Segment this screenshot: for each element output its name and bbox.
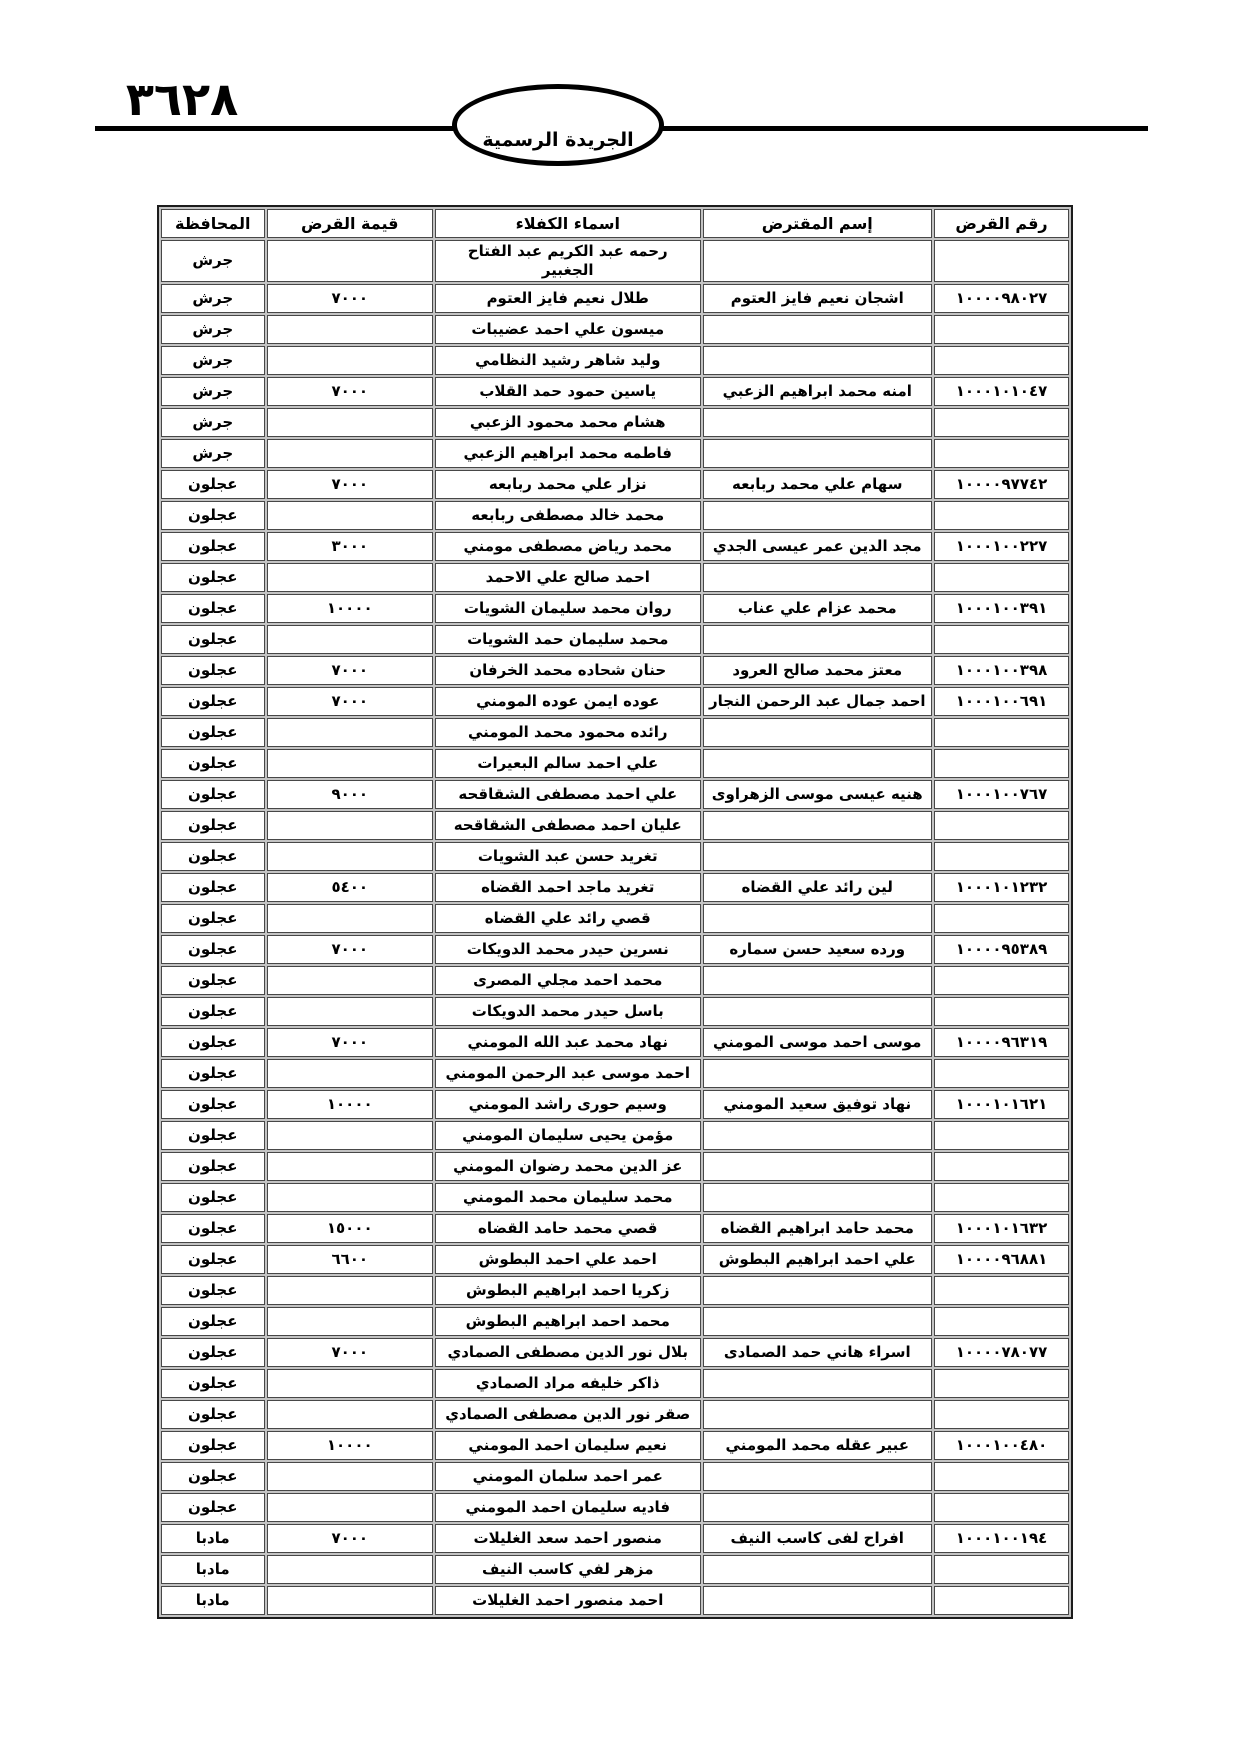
loan-number-cell [934,997,1069,1026]
table-row [161,240,1069,282]
borrower-name-cell: علي احمد ابراهيم البطوش [703,1245,933,1274]
governorate-cell: عجلون [161,1028,265,1057]
loan-value-cell: ١٠٠٠٠ [267,1090,434,1119]
borrower-name-cell [703,997,933,1026]
loan-value-cell [267,1059,434,1088]
governorate-cell: عجلون [161,780,265,809]
guarantor-name-cell: محمد احمد ابراهيم البطوش [435,1307,701,1336]
governorate-cell: عجلون [161,1276,265,1305]
table-row [161,780,1069,809]
table-row [161,842,1069,871]
governorate-cell: جرش [161,439,265,468]
borrower-name-cell [703,1369,933,1398]
loan-value-cell: ٧٠٠٠ [267,470,434,499]
loan-value-cell [267,1400,434,1429]
governorate-cell: عجلون [161,1431,265,1460]
loan-number-cell: ١٠٠٠١٠٠٦٩١ [934,687,1069,716]
loan-value-cell [267,1307,434,1336]
loan-number-cell [934,1400,1069,1429]
loan-value-cell [267,718,434,747]
loans-table [157,205,1073,1619]
guarantor-name-cell: محمد خالد مصطفى ربابعه [435,501,701,530]
table-row [161,1400,1069,1429]
loan-number-cell [934,315,1069,344]
loan-value-cell: ٧٠٠٠ [267,656,434,685]
table-row [161,377,1069,406]
governorate-cell: عجلون [161,1245,265,1274]
table-row [161,1090,1069,1119]
borrower-name-cell: مجد الدين عمر عيسى الجدي [703,532,933,561]
loans-table-body [161,240,1069,1615]
borrower-name-cell: افراح لفى كاسب النيف [703,1524,933,1553]
table-row [161,687,1069,716]
table-row [161,501,1069,530]
loan-number-cell: ١٠٠٠١٠٠٣٩٨ [934,656,1069,685]
loan-number-cell: ١٠٠٠٠٩٥٣٨٩ [934,935,1069,964]
governorate-cell: عجلون [161,1183,265,1212]
borrower-name-cell: موسى احمد موسى المومني [703,1028,933,1057]
governorate-cell: عجلون [161,1462,265,1491]
guarantor-name-cell: محمد سليمان محمد المومني [435,1183,701,1212]
governorate-cell: مادبا [161,1555,265,1584]
loan-number-cell: ١٠٠٠١٠٠١٩٤ [934,1524,1069,1553]
table-row [161,1152,1069,1181]
loan-number-cell [934,842,1069,871]
borrower-name-cell: عبير عقله محمد المومني [703,1431,933,1460]
loan-value-cell: ٧٠٠٠ [267,1338,434,1367]
table-row [161,1183,1069,1212]
table-row [161,408,1069,437]
table-row [161,749,1069,778]
guarantor-name-cell: وليد شاهر رشيد النظامي [435,346,701,375]
borrower-name-cell [703,749,933,778]
table-row [161,873,1069,902]
loan-number-cell [934,439,1069,468]
column-header-guarantors: اسماء الكفلاء [435,209,701,238]
borrower-name-cell [703,1307,933,1336]
loan-number-cell: ١٠٠٠٠٩٦٨٨١ [934,1245,1069,1274]
borrower-name-cell [703,811,933,840]
borrower-name-cell: ورده سعيد حسن سماره [703,935,933,964]
governorate-cell: عجلون [161,718,265,747]
loan-number-cell [934,1307,1069,1336]
governorate-cell: جرش [161,240,265,282]
borrower-name-cell: اسراء هاني حمد الصمادى [703,1338,933,1367]
loan-value-cell [267,408,434,437]
governorate-cell: عجلون [161,1214,265,1243]
column-header-borrower: إسم المقترض [703,209,933,238]
guarantor-name-cell: فاديه سليمان احمد المومني [435,1493,701,1522]
loan-number-cell: ١٠٠٠١٠١٦٣٢ [934,1214,1069,1243]
table-row [161,1338,1069,1367]
guarantor-name-cell: محمد سليمان حمد الشويات [435,625,701,654]
borrower-name-cell [703,625,933,654]
governorate-cell: عجلون [161,811,265,840]
loan-number-cell [934,1276,1069,1305]
loan-value-cell [267,625,434,654]
borrower-name-cell [703,563,933,592]
table-row [161,1524,1069,1553]
loan-number-cell [934,749,1069,778]
table-row [161,346,1069,375]
table-row [161,1431,1069,1460]
column-header-governorate: المحافظة [161,209,265,238]
loan-value-cell: ٩٠٠٠ [267,780,434,809]
loan-number-cell [934,563,1069,592]
loan-number-cell [934,1369,1069,1398]
borrower-name-cell [703,1183,933,1212]
loan-number-cell [934,346,1069,375]
loan-value-cell [267,240,434,282]
guarantor-name-cell: نزار علي محمد ربابعه [435,470,701,499]
page-number: ٣٦٢٨ [125,72,239,126]
loan-number-cell [934,1586,1069,1615]
governorate-cell: عجلون [161,656,265,685]
column-header-loan-number: رقم القرض [934,209,1069,238]
guarantor-name-cell: رائده محمود محمد المومني [435,718,701,747]
guarantor-name-cell: محمد رياض مصطفى مومني [435,532,701,561]
guarantor-name-cell: قصي رائد علي القضاه [435,904,701,933]
loan-number-cell [934,1152,1069,1181]
loan-value-cell [267,1493,434,1522]
loan-value-cell [267,842,434,871]
table-row [161,997,1069,1026]
guarantor-name-cell: قصي محمد حامد القضاه [435,1214,701,1243]
governorate-cell: عجلون [161,1152,265,1181]
loan-value-cell [267,1555,434,1584]
governorate-cell: عجلون [161,1369,265,1398]
loan-value-cell [267,749,434,778]
table-row [161,1555,1069,1584]
guarantor-name-cell: رحمه عبد الكريم عبد الفتاح الجغبير [435,240,701,282]
loan-value-cell: ٧٠٠٠ [267,1028,434,1057]
borrower-name-cell: نهاد توفيق سعيد المومني [703,1090,933,1119]
borrower-name-cell [703,966,933,995]
guarantor-name-cell: احمد موسى عبد الرحمن المومني [435,1059,701,1088]
guarantor-name-cell: ياسين حمود حمد القلاب [435,377,701,406]
loan-number-cell: ١٠٠٠١٠١٠٤٧ [934,377,1069,406]
loan-number-cell [934,1493,1069,1522]
table-row [161,1214,1069,1243]
loan-value-cell [267,346,434,375]
guarantor-name-cell: عز الدين محمد رضوان المومني [435,1152,701,1181]
loan-value-cell: ٧٠٠٠ [267,1524,434,1553]
loan-value-cell [267,966,434,995]
borrower-name-cell: هنيه عيسى موسى الزهراوى [703,780,933,809]
guarantor-name-cell: ذاكر خليفه مراد الصمادي [435,1369,701,1398]
loan-number-cell [934,1059,1069,1088]
loan-value-cell: ١٠٠٠٠ [267,1431,434,1460]
guarantor-name-cell: مؤمن يحيى سليمان المومني [435,1121,701,1150]
guarantor-name-cell: عمر احمد سلمان المومني [435,1462,701,1491]
loan-number-cell: ١٠٠٠١٠١٢٣٢ [934,873,1069,902]
table-row [161,904,1069,933]
guarantor-name-cell: عليان احمد مصطفى الشقاقحه [435,811,701,840]
table-row [161,470,1069,499]
table-row [161,1493,1069,1522]
governorate-cell: عجلون [161,532,265,561]
borrower-name-cell [703,1400,933,1429]
loan-value-cell [267,1276,434,1305]
governorate-cell: جرش [161,408,265,437]
header-row [161,209,1069,238]
table-row [161,1462,1069,1491]
loan-value-cell [267,1462,434,1491]
governorate-cell: عجلون [161,966,265,995]
guarantor-name-cell: نعيم سليمان احمد المومني [435,1431,701,1460]
governorate-cell: عجلون [161,625,265,654]
loan-value-cell [267,1586,434,1615]
borrower-name-cell: معتز محمد صالح العرود [703,656,933,685]
guarantor-name-cell: عوده ايمن عوده المومني [435,687,701,716]
governorate-cell: عجلون [161,594,265,623]
loan-number-cell [934,501,1069,530]
loan-value-cell: ٧٠٠٠ [267,377,434,406]
borrower-name-cell [703,1276,933,1305]
loan-number-cell: ١٠٠٠٠٩٦٣١٩ [934,1028,1069,1057]
loan-value-cell [267,439,434,468]
gazette-oval-badge [452,84,664,166]
governorate-cell: عجلون [161,749,265,778]
borrower-name-cell: اشجان نعيم فايز العتوم [703,284,933,313]
governorate-cell: جرش [161,346,265,375]
table-row [161,935,1069,964]
loan-number-cell [934,1462,1069,1491]
borrower-name-cell [703,501,933,530]
governorate-cell: عجلون [161,1307,265,1336]
loans-table-header [161,209,1069,238]
governorate-cell: جرش [161,377,265,406]
borrower-name-cell [703,439,933,468]
borrower-name-cell [703,1059,933,1088]
borrower-name-cell [703,346,933,375]
guarantor-name-cell: ميسون علي احمد عضيبات [435,315,701,344]
borrower-name-cell [703,718,933,747]
table-row [161,439,1069,468]
table-row [161,532,1069,561]
guarantor-name-cell: منصور احمد سعد الغليلات [435,1524,701,1553]
guarantor-name-cell: احمد صالح علي الاحمد [435,563,701,592]
loan-number-cell: ١٠٠٠١٠٠٤٨٠ [934,1431,1069,1460]
guarantor-name-cell: علي احمد مصطفى الشقاقحه [435,780,701,809]
loan-value-cell [267,501,434,530]
governorate-cell: جرش [161,315,265,344]
table-row [161,656,1069,685]
loan-number-cell [934,408,1069,437]
loan-number-cell [934,718,1069,747]
borrower-name-cell: محمد عزام علي عناب [703,594,933,623]
table-row [161,966,1069,995]
loan-value-cell: ٦٦٠٠ [267,1245,434,1274]
guarantor-name-cell: هشام محمد محمود الزعبي [435,408,701,437]
guarantor-name-cell: باسل حيدر محمد الدويكات [435,997,701,1026]
loan-number-cell: ١٠٠٠٠٧٨٠٧٧ [934,1338,1069,1367]
loan-number-cell [934,811,1069,840]
governorate-cell: عجلون [161,563,265,592]
loan-number-cell [934,966,1069,995]
guarantor-name-cell: احمد منصور احمد الغليلات [435,1586,701,1615]
loan-value-cell [267,315,434,344]
guarantor-name-cell: طلال نعيم فايز العتوم [435,284,701,313]
table-row [161,284,1069,313]
loan-value-cell: ٥٤٠٠ [267,873,434,902]
loan-value-cell [267,904,434,933]
loan-number-cell [934,1183,1069,1212]
borrower-name-cell: احمد جمال عبد الرحمن النجار [703,687,933,716]
guarantor-name-cell: نسرين حيدر محمد الدويكات [435,935,701,964]
loan-value-cell [267,997,434,1026]
borrower-name-cell: محمد حامد ابراهيم القضاه [703,1214,933,1243]
table-row [161,1059,1069,1088]
governorate-cell: عجلون [161,904,265,933]
governorate-cell: عجلون [161,873,265,902]
guarantor-name-cell: فاطمه محمد ابراهيم الزعبي [435,439,701,468]
loan-number-cell: ١٠٠٠٠٩٧٧٤٢ [934,470,1069,499]
guarantor-name-cell: حنان شحاده محمد الخرفان [435,656,701,685]
loan-value-cell [267,1152,434,1181]
loan-number-cell: ١٠٠٠١٠٠٣٩١ [934,594,1069,623]
governorate-cell: عجلون [161,1493,265,1522]
table-row [161,625,1069,654]
loan-value-cell [267,811,434,840]
borrower-name-cell [703,1493,933,1522]
loan-number-cell: ١٠٠٠١٠٠٧٦٧ [934,780,1069,809]
table-row [161,315,1069,344]
loan-value-cell: ٧٠٠٠ [267,284,434,313]
table-row [161,563,1069,592]
governorate-cell: عجلون [161,501,265,530]
loan-value-cell [267,563,434,592]
guarantor-name-cell: مزهر لفي كاسب النيف [435,1555,701,1584]
table-row [161,811,1069,840]
loan-number-cell [934,904,1069,933]
table-row [161,1276,1069,1305]
governorate-cell: مادبا [161,1586,265,1615]
governorate-cell: عجلون [161,935,265,964]
loan-number-cell: ١٠٠٠١٠٠٢٢٧ [934,532,1069,561]
governorate-cell: عجلون [161,842,265,871]
borrower-name-cell [703,315,933,344]
loan-number-cell [934,240,1069,282]
guarantor-name-cell: محمد احمد مجلي المصرى [435,966,701,995]
table-row [161,1307,1069,1336]
guarantor-name-cell: نهاد محمد عبد الله المومني [435,1028,701,1057]
loan-number-cell: ١٠٠٠١٠١٦٢١ [934,1090,1069,1119]
guarantor-name-cell: صقر نور الدين مصطفى الصمادي [435,1400,701,1429]
loan-number-cell [934,1121,1069,1150]
borrower-name-cell [703,1555,933,1584]
borrower-name-cell [703,1462,933,1491]
loan-value-cell: ٧٠٠٠ [267,935,434,964]
borrower-name-cell: امنه محمد ابراهيم الزعبي [703,377,933,406]
gazette-title: الجريدة الرسمية [482,129,634,151]
table-row [161,1369,1069,1398]
table-row [161,1245,1069,1274]
guarantor-name-cell: تغريد ماجد احمد القضاه [435,873,701,902]
guarantor-name-cell: زكريا احمد ابراهيم البطوش [435,1276,701,1305]
guarantor-name-cell: بلال نور الدين مصطفى الصمادي [435,1338,701,1367]
borrower-name-cell: سهام علي محمد ربابعه [703,470,933,499]
borrower-name-cell [703,1121,933,1150]
governorate-cell: مادبا [161,1524,265,1553]
table-row [161,1028,1069,1057]
governorate-cell: عجلون [161,1338,265,1367]
governorate-cell: عجلون [161,1090,265,1119]
loan-value-cell: ١٥٠٠٠ [267,1214,434,1243]
borrower-name-cell [703,904,933,933]
borrower-name-cell [703,1152,933,1181]
borrower-name-cell [703,408,933,437]
loan-number-cell [934,625,1069,654]
loan-value-cell [267,1183,434,1212]
guarantor-name-cell: تغريد حسن عبد الشويات [435,842,701,871]
table-row [161,594,1069,623]
guarantor-name-cell: علي احمد سالم البعيرات [435,749,701,778]
governorate-cell: جرش [161,284,265,313]
governorate-cell: عجلون [161,687,265,716]
guarantor-name-cell: وسيم حورى راشد المومني [435,1090,701,1119]
column-header-loan-value: قيمة القرض [267,209,434,238]
borrower-name-cell [703,240,933,282]
loan-value-cell: ٧٠٠٠ [267,687,434,716]
governorate-cell: عجلون [161,1059,265,1088]
loan-number-cell: ١٠٠٠٠٩٨٠٢٧ [934,284,1069,313]
governorate-cell: عجلون [161,1121,265,1150]
loan-value-cell: ٣٠٠٠ [267,532,434,561]
loan-number-cell [934,1555,1069,1584]
borrower-name-cell [703,842,933,871]
borrower-name-cell [703,1586,933,1615]
loan-value-cell [267,1121,434,1150]
governorate-cell: عجلون [161,470,265,499]
guarantor-name-cell: احمد علي احمد البطوش [435,1245,701,1274]
table-row [161,718,1069,747]
loan-value-cell: ١٠٠٠٠ [267,594,434,623]
governorate-cell: عجلون [161,997,265,1026]
loan-value-cell [267,1369,434,1398]
borrower-name-cell: لين رائد علي القضاه [703,873,933,902]
governorate-cell: عجلون [161,1400,265,1429]
table-row [161,1586,1069,1615]
guarantor-name-cell: روان محمد سليمان الشويات [435,594,701,623]
table-row [161,1121,1069,1150]
